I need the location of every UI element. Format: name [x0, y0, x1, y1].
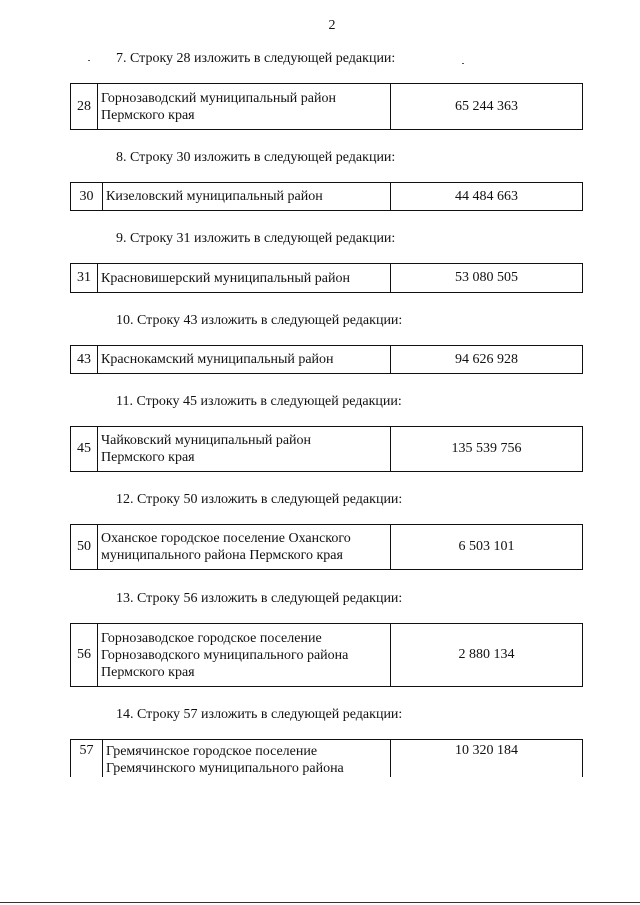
row-number: 43	[71, 346, 98, 373]
instruction-10: 10. Строку 43 изложить в следующей редакции:	[116, 313, 403, 328]
row-number: 50	[71, 525, 98, 569]
row-number: 57	[71, 740, 103, 777]
table-row-45	[70, 426, 583, 472]
row-name	[98, 84, 391, 129]
row-number: 45	[71, 427, 98, 471]
instruction-14: 14. Строку 57 изложить в следующей редакции:	[116, 707, 403, 722]
table-row-57	[70, 739, 583, 777]
row-name-line: Оханское городское поселение Оханского	[101, 531, 351, 546]
row-name-line: муниципального района Пермского края	[101, 548, 343, 563]
row-value: 44 484 663	[455, 188, 518, 204]
row-value: 2 880 134	[458, 647, 515, 662]
row-name-line: Горнозаводского муниципального района	[101, 647, 349, 663]
row-name	[98, 346, 391, 373]
table-row-50	[70, 524, 583, 570]
row-value: 94 626 928	[455, 351, 518, 367]
row-name	[103, 740, 391, 777]
row-value: 53 080 505	[455, 270, 518, 285]
row-number: 30	[71, 183, 103, 210]
table-row-31	[70, 263, 583, 293]
instruction-11: 11. Строку 45 изложить в следующей редакции:	[116, 394, 402, 409]
row-name-line: Чайковский муниципальный район	[101, 433, 312, 448]
page-number: 2	[328, 18, 336, 33]
instruction-8: 8. Строку 30 изложить в следующей редакции:	[116, 150, 396, 165]
row-name-line: Гремячинское городское поселение	[106, 744, 318, 759]
row-name	[98, 624, 391, 686]
instruction-13: 13. Строку 56 изложить в следующей редакции:	[116, 591, 403, 606]
instruction-12: 12. Строку 50 изложить в следующей редакции:	[116, 492, 403, 507]
row-name-line: Пермского края	[101, 450, 195, 465]
row-number: 31	[71, 264, 98, 292]
row-name	[98, 264, 391, 292]
row-name-line: Кизеловский муниципальный район	[106, 189, 323, 204]
table-row-28	[70, 83, 583, 130]
row-name-line: Горнозаводский муниципальный район	[101, 90, 336, 106]
row-name-line: Пермского края	[101, 664, 195, 680]
row-name-line: Горнозаводское городское поселение	[101, 630, 322, 646]
row-value: 65 244 363	[455, 98, 518, 114]
table-row-56	[70, 623, 583, 687]
row-name	[98, 427, 391, 471]
scan-edge-line	[0, 902, 640, 903]
scan-speck	[462, 63, 464, 64]
table-row-30	[70, 182, 583, 211]
row-number: 28	[71, 84, 98, 129]
row-name-line: Пермского края	[101, 107, 195, 123]
row-name-line: Краснокамский муниципальный район	[101, 352, 334, 367]
instruction-9: 9. Строку 31 изложить в следующей редакции:	[116, 231, 396, 246]
scan-speck	[88, 60, 90, 61]
table-row-43	[70, 345, 583, 374]
row-name	[103, 183, 391, 210]
row-value: 135 539 756	[451, 441, 522, 456]
row-number: 56	[71, 624, 98, 686]
row-name	[98, 525, 391, 569]
row-name-line: Красновишерский муниципальный район	[101, 270, 350, 286]
row-value: 10 320 184	[455, 743, 518, 758]
row-value: 6 503 101	[458, 539, 515, 554]
instruction-7: 7. Строку 28 изложить в следующей редакции:	[116, 51, 396, 66]
row-name-line: Гремячинского муниципального района	[106, 761, 344, 776]
